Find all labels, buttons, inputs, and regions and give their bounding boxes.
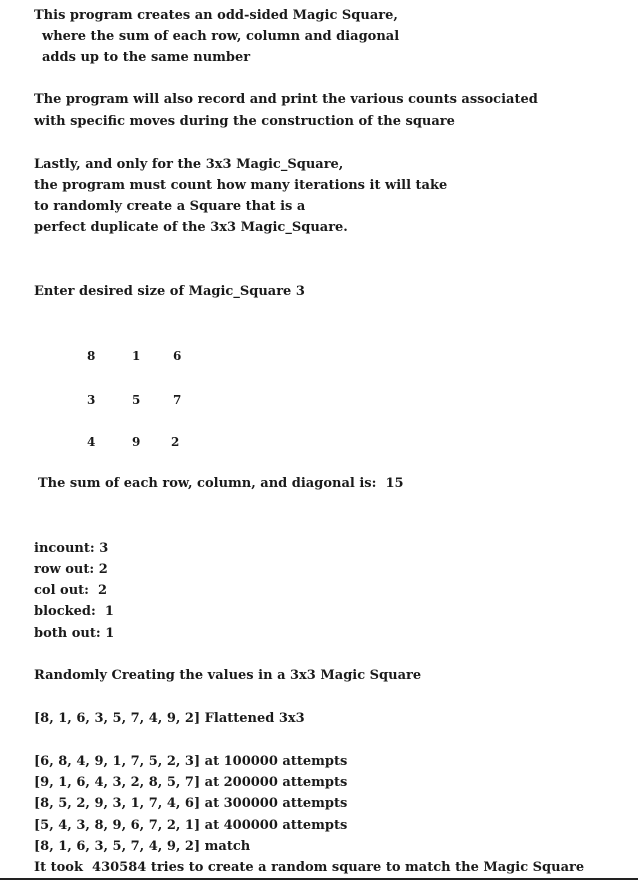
sum-line: The sum of each row, column, and diagonal is: 15	[38, 476, 404, 491]
size-prompt: Enter desired size of Magic_Square 3	[34, 284, 305, 299]
square-cell: 5	[132, 393, 141, 407]
attempt-line: [9, 1, 6, 4, 3, 2, 8, 5, 7] at 200000 attempts	[34, 775, 348, 790]
intro-line-2: where the sum of each row, column and diagonal	[42, 29, 400, 44]
square-cell: 3	[87, 393, 96, 407]
square-cell: 7	[173, 393, 182, 407]
intro-line-1: This program creates an odd-sided Magic Square,	[34, 8, 398, 23]
random-note-line-3: to randomly create a Square that is a	[34, 199, 306, 214]
bottom-divider	[0, 878, 638, 880]
attempt-line: [6, 8, 4, 9, 1, 7, 5, 2, 3] at 100000 attempts	[34, 754, 348, 769]
random-note-line-4: perfect duplicate of the 3x3 Magic_Square.	[34, 220, 348, 235]
random-note-line-1: Lastly, and only for the 3x3 Magic_Square,	[34, 157, 344, 172]
random-section-title: Randomly Creating the values in a 3x3 Magic Square	[34, 668, 422, 683]
attempt-line: [5, 4, 3, 8, 9, 6, 7, 2, 1] at 400000 attempts	[34, 818, 348, 833]
square-cell: 4	[87, 435, 96, 449]
intro-line-3: adds up to the same number	[42, 50, 251, 65]
stat-blocked: blocked: 1	[34, 604, 114, 619]
flattened-line: [8, 1, 6, 3, 5, 7, 4, 9, 2] Flattened 3x3	[34, 711, 305, 726]
stat-col-out: col out: 2	[34, 583, 108, 598]
square-cell: 1	[132, 349, 141, 363]
square-cell: 2	[171, 435, 180, 449]
result-line: It took 430584 tries to create a random square to match the Magic Square	[34, 860, 585, 875]
attempt-line: [8, 1, 6, 3, 5, 7, 4, 9, 2] match	[34, 839, 251, 854]
stat-row-out: row out: 2	[34, 562, 108, 577]
attempt-line: [8, 5, 2, 9, 3, 1, 7, 4, 6] at 300000 attempts	[34, 796, 348, 811]
counts-note-line-2: with specific moves during the construction of the square	[34, 114, 455, 129]
counts-note-line-1: The program will also record and print the various counts associated	[34, 92, 538, 107]
random-note-line-2: the program must count how many iterations it will take	[34, 178, 448, 193]
stat-both-out: both out: 1	[34, 626, 115, 641]
square-cell: 8	[87, 349, 96, 363]
square-cell: 6	[173, 349, 182, 363]
square-cell: 9	[132, 435, 141, 449]
stat-incount: incount: 3	[34, 541, 109, 556]
